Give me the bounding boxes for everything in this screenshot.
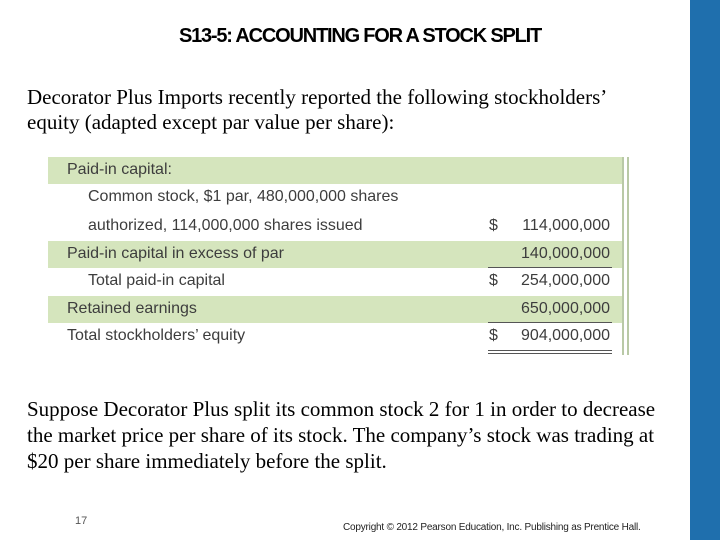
table-border <box>622 157 624 355</box>
row-label: Paid-in capital in excess of par <box>67 245 284 262</box>
row-label: Total paid-in capital <box>88 272 225 289</box>
row-amount: 140,000,000 <box>521 245 610 262</box>
subtotal-rule <box>488 322 612 323</box>
closing-paragraph: Suppose Decorator Plus split its common stock 2 for 1 in order to decrease the market price per share of its stock. The company’s stock was trading at $20 per share immediately before the split. <box>27 397 656 473</box>
row-label: Total stockholders’ equity <box>67 327 246 344</box>
row-currency: $ <box>489 217 498 234</box>
table-border <box>627 157 629 355</box>
subtotal-rule <box>488 267 612 268</box>
intro-text: Decorator Plus Imports recently reported the following stockholders’ equity (adapted except par value per share): <box>27 85 606 134</box>
double-rule-bottom <box>488 353 612 354</box>
table-row <box>48 213 622 240</box>
row-label: Paid-in capital: <box>67 161 172 178</box>
stockholders-equity-table <box>48 157 630 355</box>
table-row <box>48 184 622 211</box>
intro-paragraph <box>27 85 627 135</box>
table-row <box>48 157 622 184</box>
page-number: 17 <box>75 515 88 527</box>
side-accent-bar <box>690 0 720 540</box>
double-rule-top <box>488 350 612 351</box>
table-row <box>48 323 622 350</box>
row-currency: $ <box>489 272 498 289</box>
row-amount: 114,000,000 <box>522 217 610 234</box>
table-row <box>48 296 622 323</box>
row-currency: $ <box>489 327 498 344</box>
slide-title: S13-5: ACCOUNTING FOR A STOCK SPLIT <box>178 25 542 47</box>
row-label: authorized, 114,000,000 shares issued <box>88 217 363 234</box>
copyright-notice: Copyright © 2012 Pearson Education, Inc. Publishing as Prentice Hall. <box>343 522 641 533</box>
row-amount: 650,000,000 <box>521 300 610 317</box>
row-amount: 904,000,000 <box>521 327 610 344</box>
table-row <box>48 241 622 268</box>
row-label: Retained earnings <box>67 300 197 317</box>
table-row <box>48 268 622 295</box>
row-label: Common stock, $1 par, 480,000,000 shares <box>88 188 399 205</box>
row-amount: 254,000,000 <box>521 272 610 289</box>
